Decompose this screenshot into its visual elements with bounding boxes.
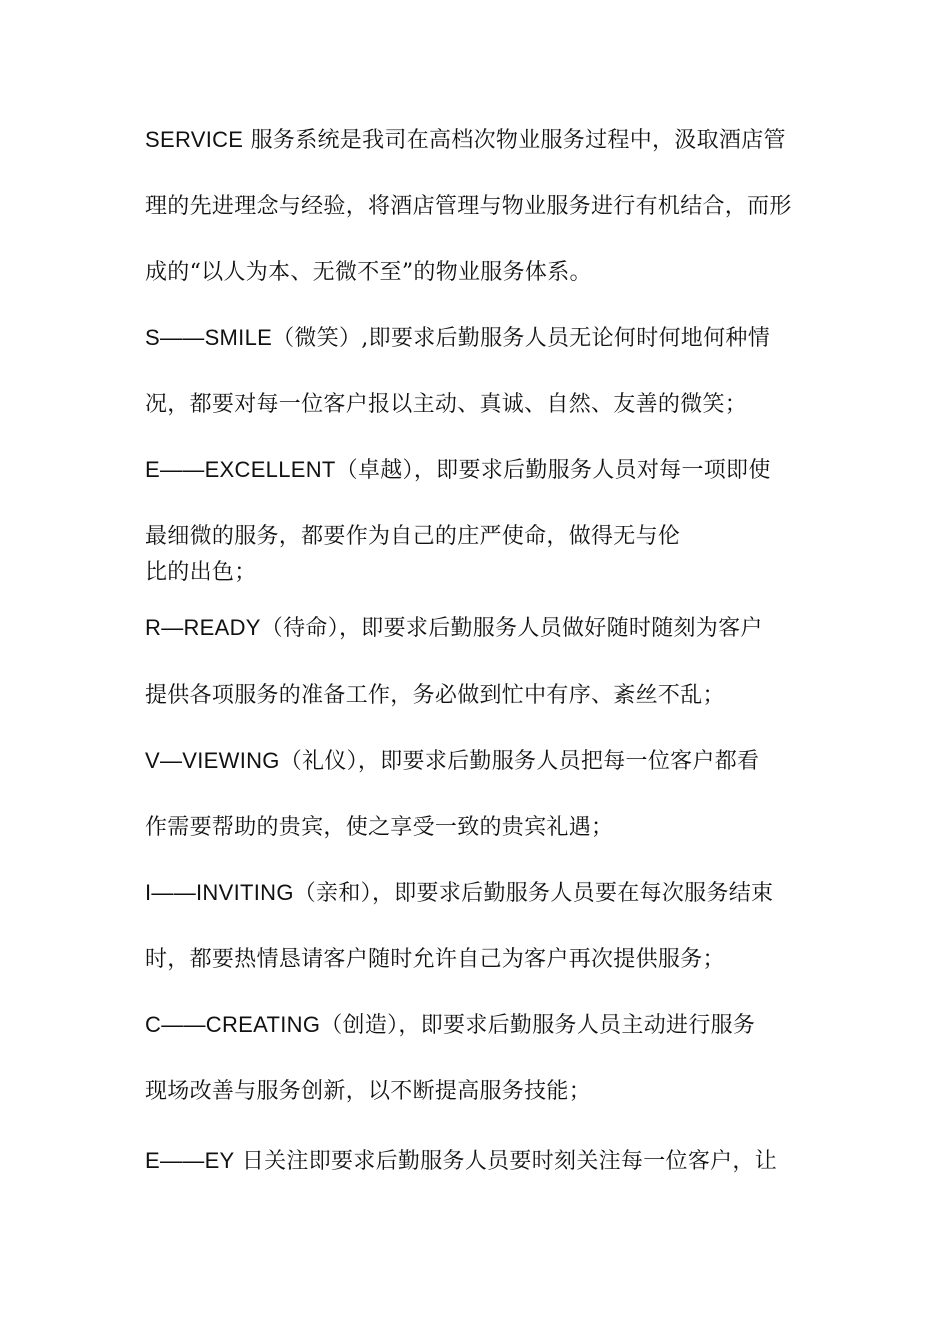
line-text: 服务系统是我司在高档次物业服务过程中，汲取酒店管 bbox=[243, 128, 786, 153]
paragraph-line bbox=[145, 1010, 755, 1041]
line-lead: E——EXCELLENT bbox=[145, 457, 336, 482]
paragraph-line bbox=[145, 257, 592, 288]
paragraph-line bbox=[145, 389, 747, 420]
line-text: 成的“以人为本、无微不至”的物业服务体系。 bbox=[145, 260, 592, 285]
line-text: 现场改善与服务创新，以不断提高服务技能； bbox=[145, 1079, 592, 1104]
paragraph-line bbox=[145, 613, 763, 644]
paragraph-line bbox=[145, 557, 257, 588]
line-text: （卓越），即要求后勤服务人员对每一项即使 bbox=[335, 458, 771, 483]
line-lead: SERVICE bbox=[145, 127, 244, 152]
paragraph-line bbox=[145, 944, 725, 975]
line-text: 时，都要热情恳请客户随时允许自己为客户再次提供服务； bbox=[145, 947, 725, 972]
paragraph-line bbox=[145, 323, 770, 354]
line-lead: S——SMILE bbox=[145, 325, 273, 350]
paragraph-line bbox=[145, 1146, 777, 1177]
line-text: 最细微的服务，都要作为自己的庄严使命，做得无与伦 bbox=[145, 524, 681, 549]
line-text: （礼仪），即要求后勤服务人员把每一位客户都看 bbox=[279, 749, 760, 774]
line-text: 比的出色； bbox=[145, 560, 257, 585]
paragraph-line bbox=[145, 812, 613, 843]
paragraph-line bbox=[145, 680, 725, 711]
line-lead: R—READY bbox=[145, 615, 261, 640]
paragraph-line bbox=[145, 878, 773, 909]
line-lead: V—VIEWING bbox=[145, 748, 280, 773]
line-text: 提供各项服务的准备工作，务必做到忙中有序、紊丝不乱； bbox=[145, 683, 725, 708]
line-lead: C——CREATING bbox=[145, 1012, 321, 1037]
line-text: 作需要帮助的贵宾，使之享受一致的贵宾礼遇； bbox=[145, 815, 614, 840]
paragraph-line bbox=[145, 1076, 591, 1107]
line-text: （创造），即要求后勤服务人员主动进行服务 bbox=[320, 1013, 756, 1038]
line-text: （微笑）,即要求后勤服务人员无论何时何地何种情 bbox=[272, 326, 771, 351]
paragraph-line bbox=[145, 125, 786, 156]
line-lead: I——INVITING bbox=[145, 880, 294, 905]
line-lead: E——EY bbox=[145, 1148, 235, 1173]
line-text: （待命），即要求后勤服务人员做好随时随刻为客户 bbox=[260, 616, 763, 641]
paragraph-line bbox=[145, 746, 759, 777]
line-text: 日关注即要求后勤服务人员要时刻关注每一位客户，让 bbox=[234, 1149, 778, 1174]
line-text: （亲和），即要求后勤服务人员要在每次服务结束 bbox=[293, 881, 774, 906]
line-text: 况，都要对每一位客户报以主动、真诚、自然、友善的微笑； bbox=[145, 392, 748, 417]
paragraph-line bbox=[145, 521, 680, 552]
paragraph-line bbox=[145, 191, 792, 222]
line-text: 理的先进理念与经验，将酒店管理与物业服务进行有机结合，而形 bbox=[145, 194, 792, 219]
paragraph-line bbox=[145, 455, 771, 486]
